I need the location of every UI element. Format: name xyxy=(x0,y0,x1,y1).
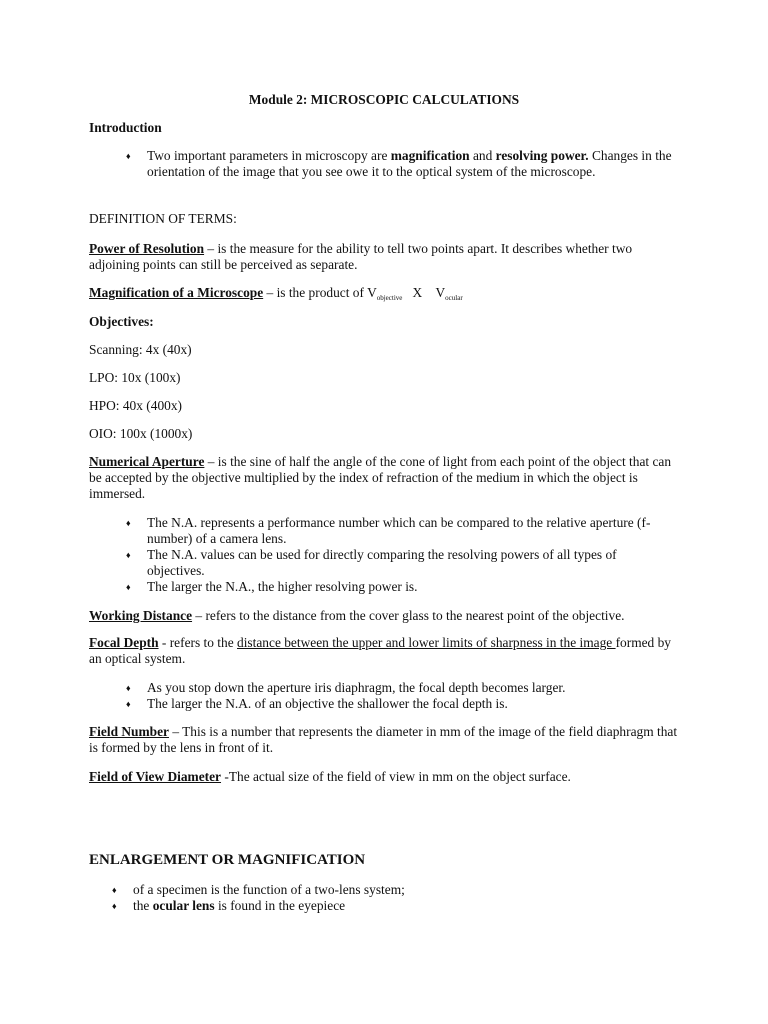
intro-heading: Introduction xyxy=(89,120,162,135)
field-number-paragraph: Field Number – This is a number that represents the diameter in mm of the image of the field diaphragm that is formed by the lens in front of it. xyxy=(89,724,678,755)
power-of-resolution-paragraph: Power of Resolution – is the measure for the ability to tell two points apart. It describes whether two adjoining points can still be perceived as separate. xyxy=(89,241,633,272)
working-distance-term: Working Distance xyxy=(89,608,193,623)
working-distance-paragraph: Working Distance – refers to the distance from the cover glass to the nearest point of the objective. xyxy=(89,608,625,623)
definition-heading: DEFINITION OF TERMS: xyxy=(89,211,237,226)
field-number-term: Field Number xyxy=(89,724,169,739)
list-item: ♦ the ocular lens is found in the eyepiece xyxy=(112,898,662,914)
field-of-view-term: Field of View Diameter xyxy=(89,769,222,784)
magnification-paragraph: Magnification of a Microscope – is the product of $V_{objective}$ X $V_{ocular}$ xyxy=(89,285,463,302)
list-item: ♦ The N.A. values can be used for directly comparing the resolving powers of all types of objectives. xyxy=(126,547,676,579)
objectives-heading: Objectives: xyxy=(89,314,154,329)
list-item: ♦ The larger the N.A., the higher resolving power is. xyxy=(126,579,676,595)
objective-oio: OIO: 100x (1000x) xyxy=(89,426,193,441)
focal-depth-bullets xyxy=(126,680,676,712)
list-item: ♦ of a specimen is the function of a two-lens system; xyxy=(112,882,662,898)
enlargement-bullets xyxy=(112,882,662,914)
list-item: ♦ The N.A. represents a performance number which can be compared to the relative aperture (f-number) of a camera lens. xyxy=(126,515,676,547)
power-of-resolution-term: Power of Resolution xyxy=(89,241,205,256)
numerical-aperture-term: Numerical Aperture xyxy=(89,454,205,469)
list-item: ♦ The larger the N.A. of an objective the shallower the focal depth is. xyxy=(126,696,676,712)
focal-depth-paragraph: Focal Depth - refers to the distance between the upper and lower limits of sharpness in the image formed by an optical system. xyxy=(89,635,671,666)
numerical-aperture-bullets xyxy=(126,515,676,595)
list-item: ♦ As you stop down the aperture iris diaphragm, the focal depth becomes larger. xyxy=(126,680,676,696)
intro-bullet: ♦ Two important parameters in microscopy are magnification and resolving power. Changes in the orientation of the image that you see owe it to the optical system of the microscope. xyxy=(126,148,676,180)
objective-lpo: LPO: 10x (100x) xyxy=(89,370,181,385)
objective-scanning: Scanning: 4x (40x) xyxy=(89,342,192,357)
focal-depth-term: Focal Depth xyxy=(89,635,159,650)
numerical-aperture-paragraph: Numerical Aperture – is the sine of half the angle of the cone of light from each point of the object that can be accepted by the objective multiplied by the index of refraction of the medium in which the object is immersed. xyxy=(89,454,672,501)
enlargement-heading: ENLARGEMENT OR MAGNIFICATION xyxy=(89,852,366,868)
field-of-view-paragraph: Field of View Diameter -The actual size of the field of view in mm on the object surface. xyxy=(89,769,571,784)
page-title: Module 2: MICROSCOPIC CALCULATIONS xyxy=(248,92,520,107)
intro-bullets xyxy=(126,148,676,180)
magnification-term: Magnification of a Microscope xyxy=(89,285,264,300)
objective-hpo: HPO: 40x (400x) xyxy=(89,398,182,413)
